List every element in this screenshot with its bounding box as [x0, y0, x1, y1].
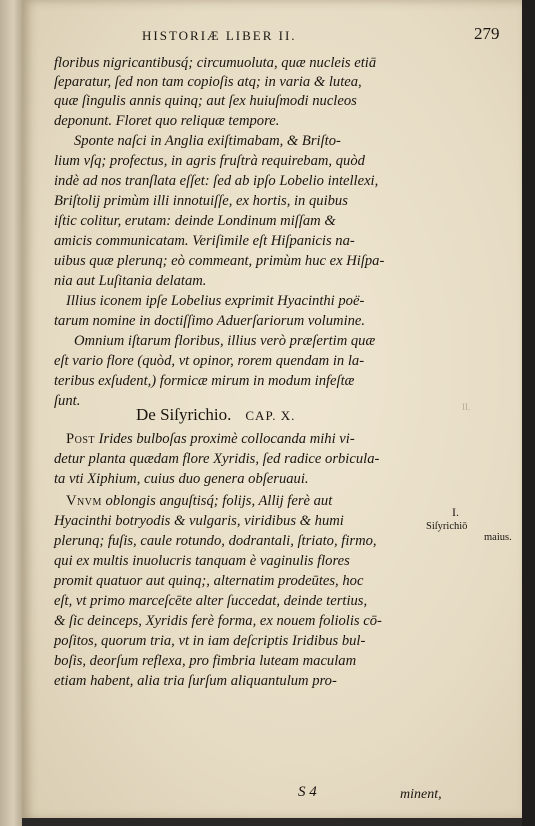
chapter-heading [136, 405, 295, 425]
text-line: Vnvm oblongis anguſtisq́; folijs, Allij ferè aut [66, 493, 333, 509]
text-line: ſeparatur, ſed non tam copioſis atq; in varia & lutea, [54, 74, 362, 90]
text-line: & ſic deinceps, Xyridis ferè forma, ex nouem foliolis cō- [54, 613, 382, 629]
text-line: ſunt. [54, 393, 81, 409]
margin-note-species: Siſyrichiō [426, 521, 468, 532]
bottom-border [22, 818, 522, 826]
text-line: Sponte naſci in Anglia exiſtimabam, & Briſto- [74, 133, 341, 149]
text-line: qui ex multis inuolucris tanquam è vaginulis flores [54, 553, 350, 569]
text-line: indè ad nos tranſlata eſſet: ſed ab ipſo Lobelio intellexi, [54, 173, 379, 189]
text-line: Poſt Irides bulboſas proximè collocanda mihi vi- [66, 431, 355, 447]
text-line: Illius iconem ipſe Lobelius exprimit Hyacinthi poë- [66, 293, 365, 309]
text-line: Hyacinthi botryodis & vulgaris, viridibus & humi [54, 513, 344, 529]
running-head: HISTORIÆ LIBER II. [142, 28, 297, 43]
text-line: etiam habent, alia tria ſurſum aliquantulum pro- [54, 673, 337, 689]
text-line: teribus exſudent,) formicæ mirum in modum infeſtæ [54, 373, 355, 389]
margin-note-maius: maius. [484, 532, 512, 543]
text-line: plerunq; fuſis, caule rotundo, dodrantali, ſtriato, firmo, [54, 533, 377, 549]
text-line: iſtic colitur, erutam: deinde Londinum miſſam & [54, 213, 336, 229]
text-line: poſitos, quorum tria, vt in iam deſcriptis Iridibus bul- [54, 633, 366, 649]
text-line: floribus nigricantibusq́; circumuoluta, quæ nucleis etiā [54, 55, 377, 71]
text-line: eſt, vt primo marceſcēte alter ſuccedat, deinde tertius, [54, 593, 368, 609]
text-line: tarum nomine in doctiſſimo Aduerſariorum volumine. [54, 313, 366, 329]
text-line: eſt vario flore (quòd, vt opinor, rorem quendam in la- [54, 353, 365, 369]
previous-page-edge [0, 0, 22, 826]
signature-mark: S 4 [298, 784, 317, 800]
text-line: lium vſq; profectus, in agris fruſtrà requirebam, quòd [54, 153, 365, 169]
text-line: deponunt. Floret quo reliquæ tempore. [54, 113, 280, 129]
text-line: Briſtolij primùm illi innotuiſſe, ex hortis, in quibus [54, 193, 348, 209]
chapter-title: De Siſyrichio. [136, 405, 232, 424]
text-line: quæ ſingulis annis quinq; aut ſex huiuſmodi nucleos [54, 93, 357, 109]
text-line: detur planta quædam flore Xyridis, ſed radice orbicula- [54, 451, 380, 467]
text-line: Omnium iſtarum floribus, illius verò præſertim quæ [74, 333, 376, 349]
text-line: uibus quæ plerunq; eò commeant, primùm huc ex Hiſpa- [54, 253, 385, 269]
catchword: minent, [400, 787, 442, 802]
right-border [522, 0, 535, 826]
bleed-through-mark: II. [462, 402, 471, 412]
text-line: amicis communicatam. Veriſimile eſt Hiſpanicis na- [54, 233, 355, 249]
text-line: promit quatuor aut quinq;, alternatim prodeūtes, hoc [54, 573, 364, 589]
text-line: ta vti Xiphium, cuius duo genera obſeruaui. [54, 471, 309, 487]
text-line: boſis, deorſum reflexa, pro fimbria luteam maculam [54, 653, 357, 669]
chapter-number: CAP. X. [245, 408, 296, 423]
text-line: nia aut Luſitania delatam. [54, 273, 207, 289]
margin-note-numeral: I. [452, 505, 459, 519]
page-number: 279 [474, 24, 500, 43]
